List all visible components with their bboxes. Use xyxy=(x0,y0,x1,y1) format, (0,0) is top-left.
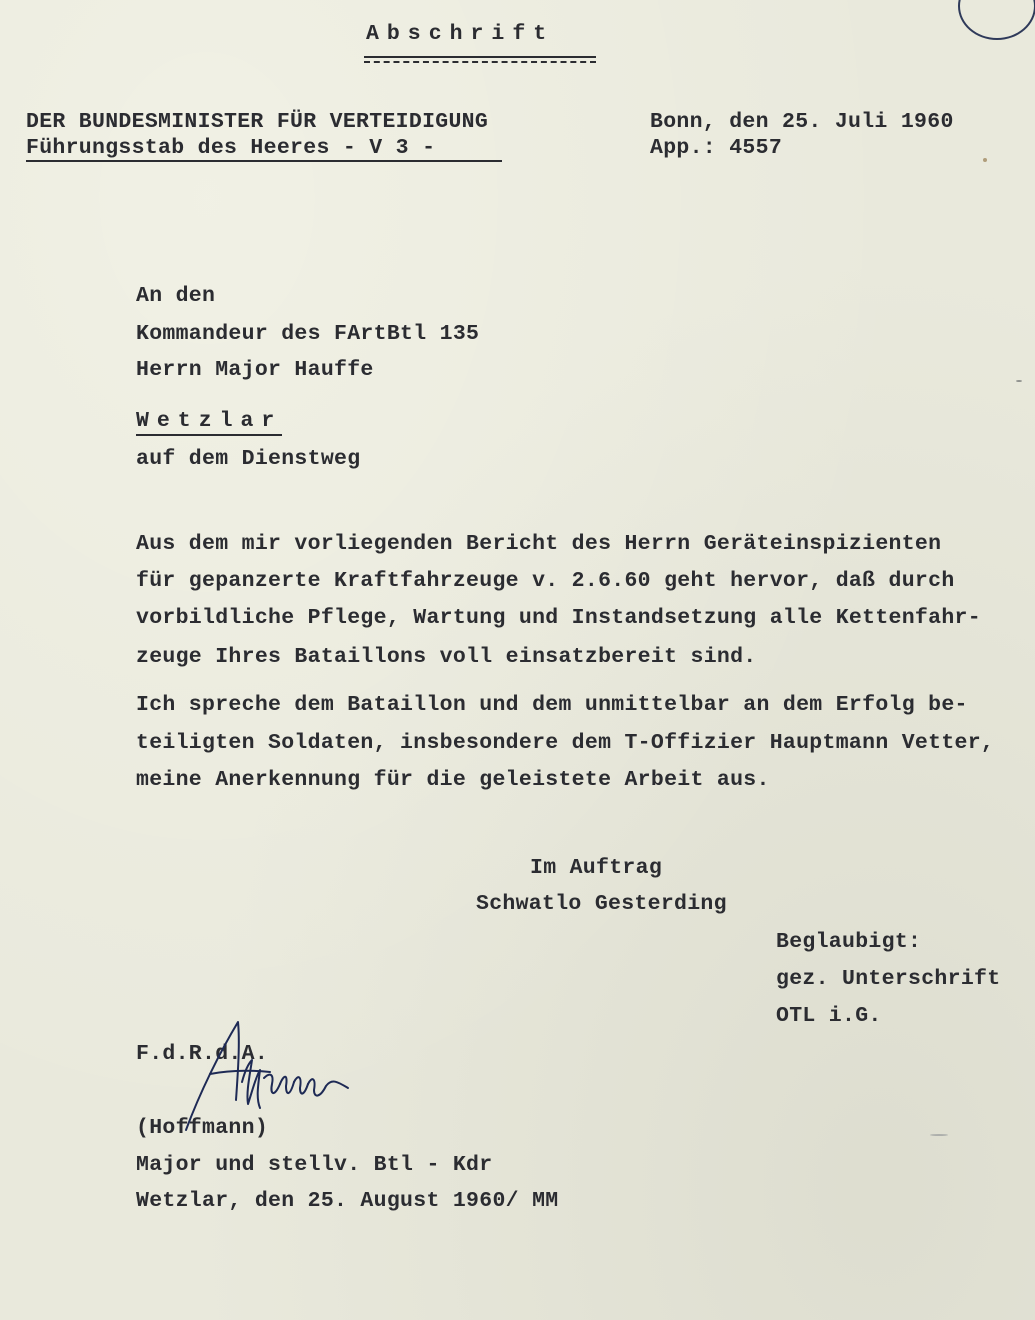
handwritten-signature xyxy=(180,1012,370,1142)
fdra-label: F.d.R.d.A. xyxy=(136,1042,269,1066)
signatory-name: Schwatlo Gesterding xyxy=(476,892,727,916)
im-auftrag-label: Im Auftrag xyxy=(530,856,663,880)
body-paragraph-2-line: teiligten Soldaten, insbesondere dem T-Offizier Hauptmann Vetter, xyxy=(136,731,995,755)
body-paragraph-2-line: Ich spreche dem Bataillon und dem unmittelbar an dem Erfolg be- xyxy=(136,693,968,717)
letter-place-date: Bonn, den 25. Juli 1960 xyxy=(650,110,954,134)
document-title: Abschrift xyxy=(366,22,555,46)
paper-speck xyxy=(930,1134,948,1136)
body-paragraph-1-line: Aus dem mir vorliegenden Bericht des Herrn Geräteinspizienten xyxy=(136,532,942,556)
body-paragraph-2-line: meine Anerkennung für die geleistete Arbeit aus. xyxy=(136,768,770,792)
archive-stamp-mark xyxy=(958,0,1035,40)
footer-name: (Hoffmann) xyxy=(136,1116,269,1140)
letterhead-underline xyxy=(26,160,502,162)
phone-extension: App.: 4557 xyxy=(650,136,783,160)
recipient-line-1: An den xyxy=(136,284,216,308)
footer-rank: Major und stellv. Btl - Kdr xyxy=(136,1153,493,1177)
paper-speck xyxy=(983,158,987,162)
body-paragraph-1-line: zeuge Ihres Bataillons voll einsatzbereit sind. xyxy=(136,645,757,669)
body-paragraph-1-line: vorbildliche Pflege, Wartung und Instandsetzung alle Kettenfahr- xyxy=(136,606,981,630)
footer-place-date: Wetzlar, den 25. August 1960/ MM xyxy=(136,1189,559,1213)
recipient-line-2: Kommandeur des FArtBtl 135 xyxy=(136,322,480,346)
title-underline-2 xyxy=(364,61,596,63)
recipient-route: auf dem Dienstweg xyxy=(136,447,361,471)
staff-department: Führungsstab des Heeres - V 3 - xyxy=(26,136,436,160)
title-underline-1 xyxy=(364,56,596,58)
recipient-city: Wetzlar xyxy=(136,409,282,436)
recipient-line-3: Herrn Major Hauffe xyxy=(136,358,374,382)
certification-signed: gez. Unterschrift xyxy=(776,967,1001,991)
body-paragraph-1-line: für gepanzerte Kraftfahrzeuge v. 2.6.60 geht hervor, daß durch xyxy=(136,569,955,593)
ministry-name: DER BUNDESMINISTER FÜR VERTEIDIGUNG xyxy=(26,110,489,134)
paper-speck xyxy=(1016,380,1022,382)
certification-label: Beglaubigt: xyxy=(776,930,922,954)
certification-rank: OTL i.G. xyxy=(776,1004,882,1028)
